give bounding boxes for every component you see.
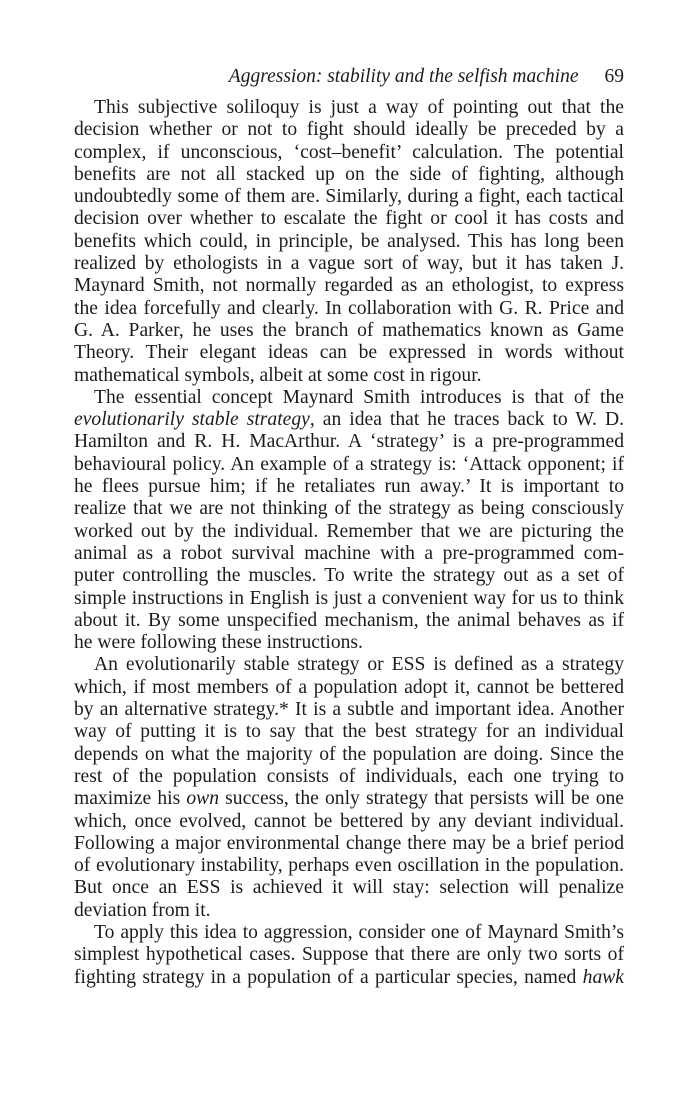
emphasized-term: evolutionarily stable strategy: [74, 409, 310, 431]
text-line: decision over whether to escalate the fight or cool it has costs and: [74, 208, 624, 230]
text-line: Following a major environmental change there may be a brief period: [74, 832, 624, 854]
text-line: mathematical symbols, albeit at some cost in rigour.: [74, 364, 482, 386]
text-line: undoubtedly some of them are. Similarly, during a fight, each tactical: [74, 186, 624, 208]
text-line: An evolutionarily stable strategy or ESS is defined as a strategy: [94, 654, 624, 676]
emphasized-word: own: [186, 788, 220, 810]
text-line: realize that we are not thinking of the strategy as being consciously: [74, 498, 624, 520]
text-line: rest of the population consists of individuals, each one trying to: [74, 765, 624, 787]
text-line: benefits are not all stacked up on the side of fighting, although: [74, 163, 624, 185]
body-text: [74, 97, 624, 989]
text-line: by an alternative strategy.* It is a subtle and important idea. Another: [74, 699, 624, 721]
text-fragment: fighting strategy in a population of a particular species, named: [74, 966, 583, 988]
text-line: the idea forcefully and clearly. In collaboration with G. R. Price and: [74, 297, 624, 319]
text-line: about it. By some unspecified mechanism, the animal behaves as if: [74, 609, 624, 631]
book-page: [74, 64, 624, 989]
text-line: benefits which could, in principle, be analysed. This has long been: [74, 230, 624, 252]
text-line: simple instructions in English is just a convenient way for us to think: [74, 587, 624, 609]
text-line: complex, if unconscious, ‘cost–benefit’ calculation. The potential: [74, 141, 624, 163]
text-line: realized by ethologists in a vague sort of way, but it has taken J.: [74, 253, 624, 275]
text-fragment: , an idea that he traces back to W. D.: [309, 409, 624, 431]
text-line: G. A. Parker, he uses the branch of mathematics known as Game: [74, 319, 624, 341]
text-line: The essential concept Maynard Smith introduces is that of the: [94, 386, 624, 408]
text-line: [74, 409, 624, 431]
text-line: [74, 788, 624, 810]
text-line: he were following these instructions.: [74, 632, 363, 654]
text-line: which, if most members of a population adopt it, cannot be bettered: [74, 676, 624, 698]
text-line: But once an ESS is achieved it will stay: selection will penalize: [74, 877, 624, 899]
text-line: which, once evolved, cannot be bettered by any deviant individual.: [74, 810, 624, 832]
text-line: Theory. Their elegant ideas can be expressed in words without: [74, 342, 624, 364]
paragraph-2: [74, 387, 624, 655]
text-line: behavioural policy. An example of a strategy is: ‘Attack opponent; if: [74, 453, 624, 475]
emphasized-term: hawk: [582, 966, 624, 988]
paragraph-3: [74, 654, 624, 922]
text-line: deviation from it.: [74, 899, 211, 921]
paragraph-1: [74, 97, 624, 387]
page-header: [74, 64, 624, 90]
text-line: Hamilton and R. H. MacArthur. A ‘strategy’ is a pre-programmed: [74, 431, 624, 453]
text-fragment: success, the only strategy that persists will be one: [219, 788, 624, 810]
text-line: he flees pursue him; if he retaliates run away.’ It is important to: [74, 476, 624, 498]
text-line: worked out by the individual. Remember that we are picturing the: [74, 520, 624, 542]
running-title: Aggression: stability and the selfish machine: [228, 66, 579, 87]
text-line: decision whether or not to fight should ideally be preceded by a: [74, 119, 624, 141]
text-fragment: maximize his: [74, 788, 187, 810]
paragraph-4: [74, 922, 624, 989]
text-line: way of putting it is to say that the best strategy for an individual: [74, 721, 624, 743]
text-line: animal as a robot survival machine with a pre-programmed com-: [74, 542, 624, 564]
page-number: 69: [604, 66, 624, 87]
text-line: puter controlling the muscles. To write the strategy out as a set of: [74, 565, 624, 587]
text-line: To apply this idea to aggression, consider one of Maynard Smith’s: [94, 921, 624, 943]
text-line: of evolutionary instability, perhaps even oscillation in the population.: [74, 855, 624, 877]
text-line: This subjective soliloquy is just a way of pointing out that the: [94, 97, 624, 118]
text-line: Maynard Smith, not normally regarded as an ethologist, to express: [74, 275, 624, 297]
text-line: simplest hypothetical cases. Suppose that there are only two sorts of: [74, 944, 624, 966]
text-line: depends on what the majority of the population are doing. Since the: [74, 743, 624, 765]
text-line: [74, 967, 624, 989]
